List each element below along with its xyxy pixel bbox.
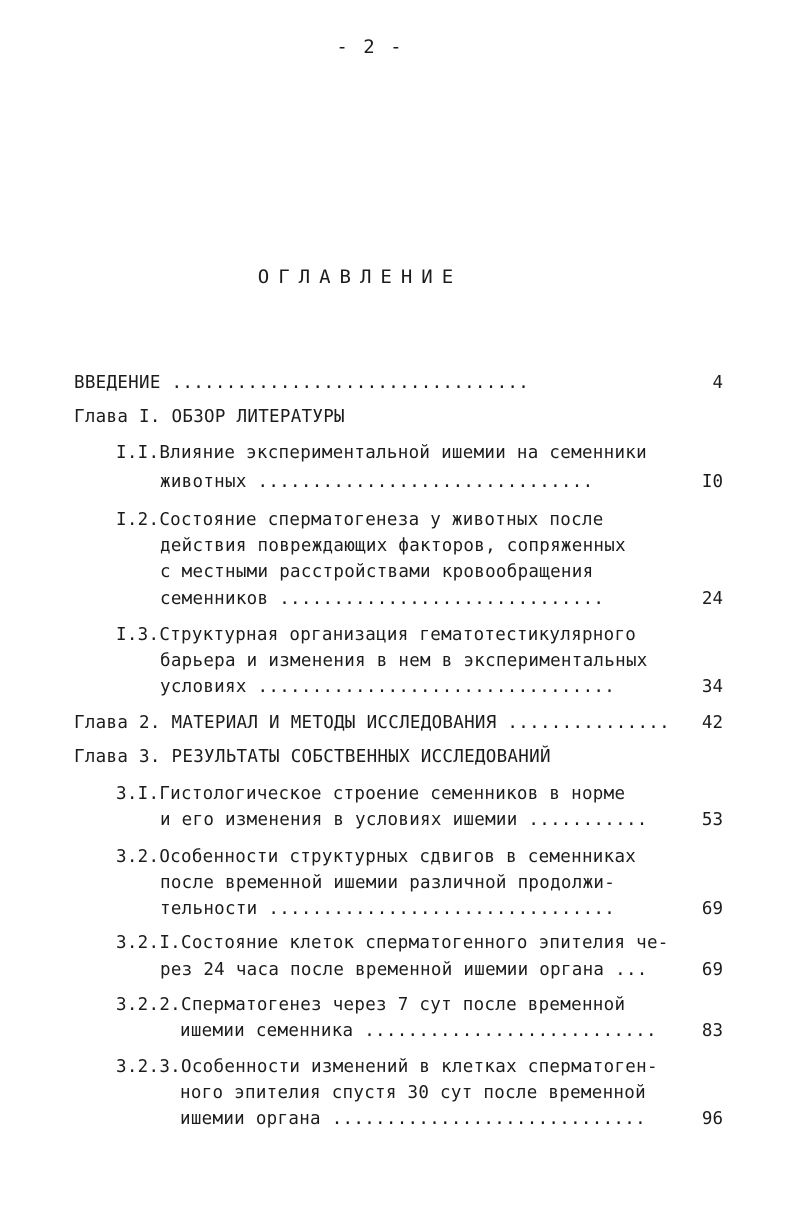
toc-chapter-title: Глава 3. РЕЗУЛЬТАТЫ СОБСТВЕННЫХ ИССЛЕДОВАНИЙ xyxy=(74,747,551,767)
toc-entry-line: I.2.Состояние сперматогенеза у животных после xyxy=(116,510,604,530)
toc-entry-line: тельности ................................ xyxy=(160,899,616,919)
toc-entry-line: 3.2.2.Сперматогенез через 7 сут после временной xyxy=(116,995,626,1015)
toc-page-number: 69 xyxy=(701,960,723,980)
toc-entry-line: ного эпителия спустя 30 сут после временной xyxy=(180,1083,646,1103)
toc-page-number: 53 xyxy=(701,810,723,830)
toc-entry-line: условиях ................................. xyxy=(160,677,616,697)
toc-page-number: I0 xyxy=(701,472,723,492)
toc-entry-line: барьера и изменения в нем в экспериментальных xyxy=(160,651,648,671)
toc-chapter-title: Глава 2. МАТЕРИАЛ И МЕТОДЫ ИССЛЕДОВАНИЯ ............... xyxy=(74,713,670,733)
toc-entry-line: 3.I.Гистологическое строение семенников в норме xyxy=(116,784,626,804)
toc-entry-line: рез 24 часа после временной ишемии органа ... xyxy=(160,960,648,980)
toc-page-number: 34 xyxy=(701,677,723,697)
toc-chapter-title: Глава I. ОБЗОР ЛИТЕРАТУРЫ xyxy=(74,407,345,427)
toc-page-number: 83 xyxy=(701,1021,723,1041)
toc-entry-line: I.I.Влияние экспериментальной ишемии на семенники xyxy=(116,443,647,463)
toc-entry-line: после временной ишемии различной продолжи- xyxy=(160,873,616,893)
toc-entry-line: с местными расстройствами кровообращения xyxy=(160,562,594,582)
toc-page-number: 24 xyxy=(701,589,723,609)
toc-entry-line: и его изменения в условиях ишемии ........... xyxy=(160,810,648,830)
toc-entry-line: 3.2.3.Особенности изменений в клетках сперматоген- xyxy=(116,1057,658,1077)
toc-page-number: 42 xyxy=(701,713,723,733)
toc-entry-line: 3.2.Особенности структурных сдвигов в семенниках xyxy=(116,847,637,867)
toc-entry-line: ишемии органа ............................. xyxy=(180,1109,646,1129)
toc-entry-line: I.3.Структурная организация гематотестикулярного xyxy=(116,625,637,645)
toc-page-number: 4 xyxy=(712,373,723,393)
toc-heading: ОГЛАВЛЕНИЕ xyxy=(257,266,463,288)
page-number: - 2 - xyxy=(336,36,404,58)
toc-entry-line: семенников .............................. xyxy=(160,589,605,609)
toc-entry-line: 3.2.I.Состояние клеток сперматогенного эпителия че- xyxy=(116,933,669,953)
toc-entry-text: ВВЕДЕНИЕ ................................. xyxy=(74,373,530,393)
toc-entry-line: ишемии семенника ........................... xyxy=(180,1021,657,1041)
toc-entry-line: животных ............................... xyxy=(160,472,594,492)
toc-page-number: 69 xyxy=(701,899,723,919)
toc-page-number: 96 xyxy=(701,1109,723,1129)
toc-entry-line: действия повреждающих факторов, сопряженных xyxy=(160,536,626,556)
